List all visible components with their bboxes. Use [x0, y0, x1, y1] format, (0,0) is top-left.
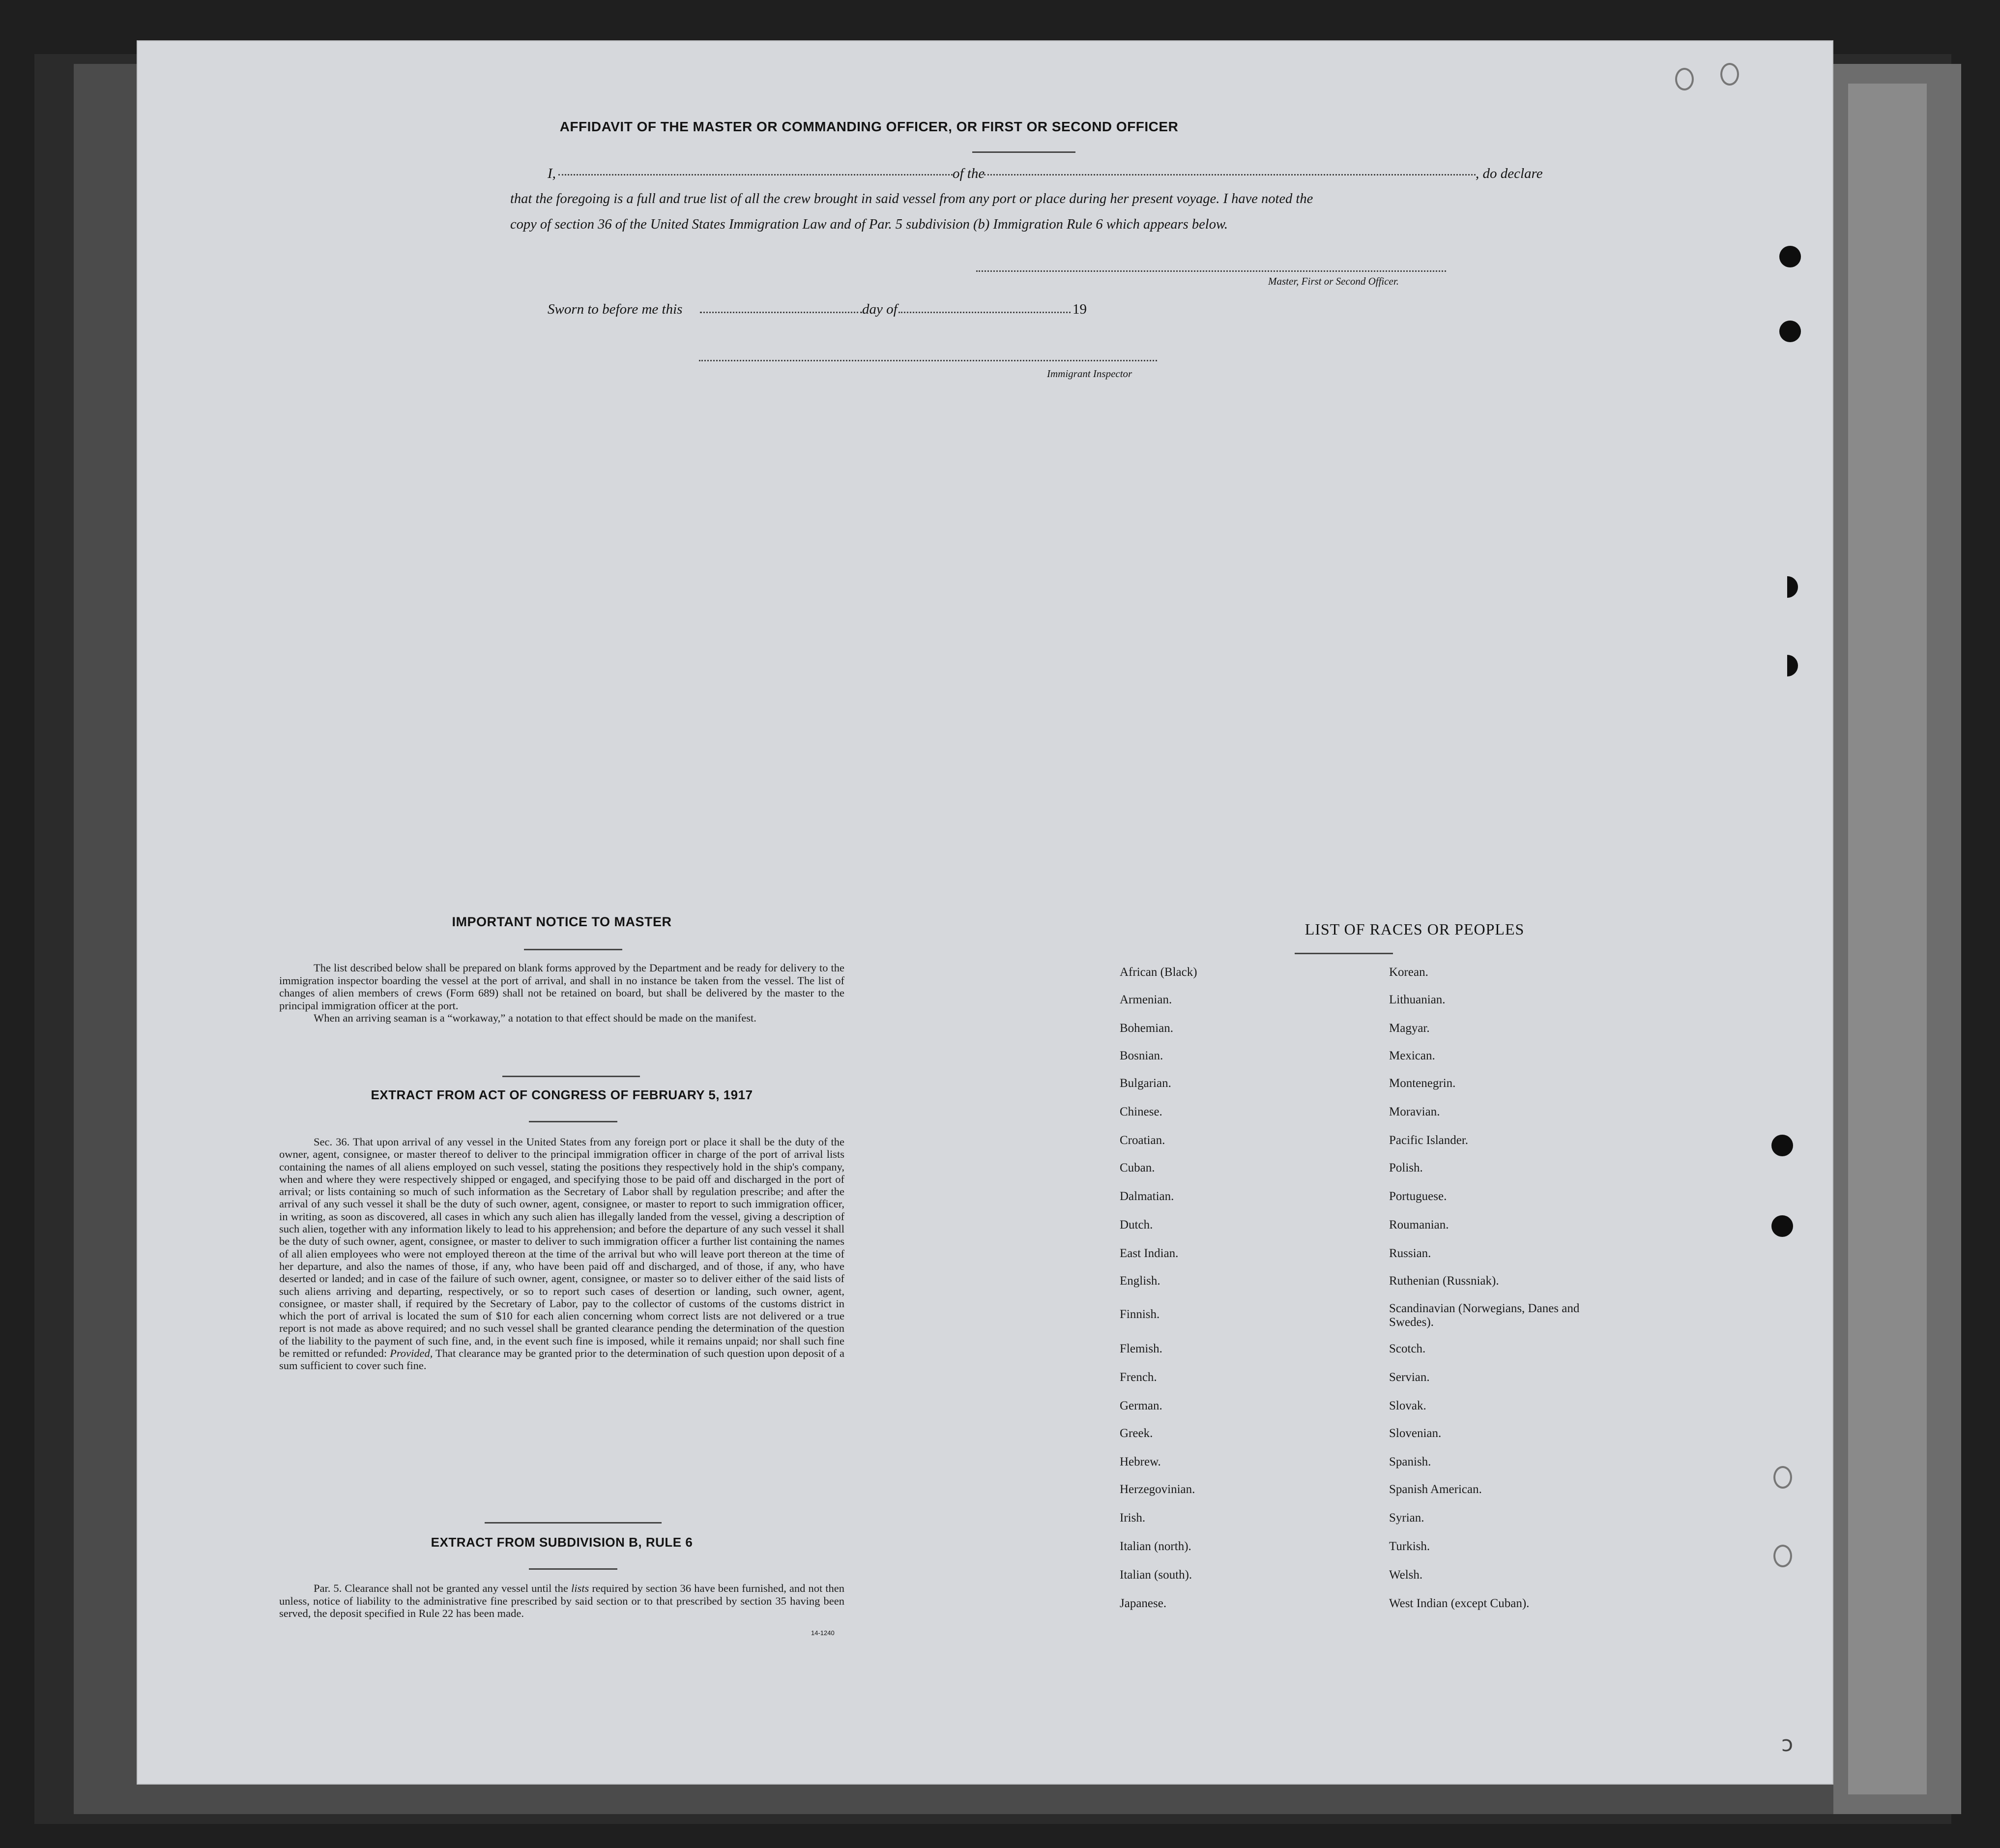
punch-hole	[1773, 1545, 1792, 1567]
rule-extract-rule	[529, 1568, 617, 1570]
race-left-item: English.	[1120, 1274, 1160, 1288]
notice-paragraph-2: When an arriving seaman is a “workaway,” a notation to that effect should be made on the manifest.	[314, 1012, 756, 1024]
notice-divider	[502, 1076, 640, 1077]
affidavit-line-2: that the foregoing is a full and true list of all the crew brought in said vessel from any port or place during her present voyage. I have noted the	[510, 191, 1313, 206]
punch-hole	[1776, 655, 1798, 676]
document-page	[137, 40, 1833, 1785]
punch-hole	[1779, 246, 1801, 267]
race-left-item: Chinese.	[1120, 1105, 1162, 1118]
punch-hole	[1720, 63, 1739, 86]
notice-title: IMPORTANT NOTICE TO MASTER	[452, 914, 672, 929]
form-number: 14-1240	[811, 1629, 835, 1637]
declarant-label: I,	[548, 166, 556, 181]
act-extract-body	[279, 1136, 844, 1372]
race-left-item: Dalmatian.	[1120, 1190, 1174, 1203]
rule-extract-title: EXTRACT FROM SUBDIVISION B, RULE 6	[431, 1535, 693, 1550]
master-signature-label: Master, First or Second Officer.	[1268, 275, 1399, 287]
race-left-item: Irish.	[1120, 1511, 1146, 1525]
rule-text-end: required by section 36 have been furnished, and not then unless, notice of liability to the administrative fine prescribed by said section or to that prescribed by section 35 having been served, the deposit specified in Rule 22 has been made.	[279, 1582, 845, 1619]
vessel-name-field[interactable]	[984, 174, 1476, 176]
rule-text-start: Par. 5. Clearance shall not be granted any vessel until the	[314, 1582, 568, 1594]
race-right-item: Turkish.	[1389, 1540, 1430, 1553]
race-left-item: Bulgarian.	[1120, 1077, 1171, 1090]
lists-word: lists	[571, 1582, 589, 1594]
act-extract-title: EXTRACT FROM ACT OF CONGRESS OF FEBRUARY 5, 1917	[371, 1087, 753, 1102]
race-right-item: Polish.	[1389, 1161, 1423, 1174]
master-signature-field[interactable]	[976, 270, 1446, 272]
race-left-item: Italian (south).	[1120, 1568, 1192, 1582]
race-right-item: Roumanian.	[1389, 1218, 1449, 1232]
race-right-item: Pacific Islander.	[1389, 1134, 1469, 1147]
inspector-label: Immigrant Inspector	[1047, 368, 1132, 380]
act-section-end: That clearance may be granted prior to the determination of such question upon deposit of a sum sufficient to cover such fine.	[279, 1347, 845, 1372]
race-right-item: Portuguese.	[1389, 1190, 1447, 1203]
race-right-item: Montenegrin.	[1389, 1077, 1456, 1090]
race-left-item: Italian (north).	[1120, 1540, 1191, 1553]
declarant-name-field[interactable]	[558, 174, 953, 176]
race-right-item: Spanish American.	[1389, 1483, 1482, 1496]
race-right-item: Slovenian.	[1389, 1427, 1442, 1440]
page-edge-inner	[1848, 84, 1927, 1794]
races-title: LIST OF RACES OR PEOPLES	[1304, 920, 1525, 938]
rule-extract-body	[279, 1582, 844, 1620]
race-right-item: Moravian.	[1389, 1105, 1440, 1118]
provided-word: Provided,	[390, 1347, 433, 1360]
notice-paragraph-1: The list described below shall be prepared on blank forms approved by the Department and be ready for delivery to the immigration inspector boarding the vessel at the port of arrival, and shall in no instance be taken from the vessel. The list of changes of alien members of crews (Form 689) shall not be retained on board, but shall be delivered by the master to the principal immigration officer at the port.	[279, 962, 844, 1012]
year-label: 19	[1072, 301, 1087, 317]
race-left-item: Croatian.	[1120, 1134, 1165, 1147]
race-right-item: Russian.	[1389, 1247, 1431, 1260]
punch-hole	[1771, 1215, 1793, 1237]
race-left-item: Dutch.	[1120, 1218, 1153, 1232]
race-right-item: Magyar.	[1389, 1022, 1430, 1035]
races-rule	[1295, 953, 1393, 954]
race-right-item: Syrian.	[1389, 1511, 1424, 1525]
race-left-item: German.	[1120, 1399, 1162, 1412]
corner-mark: ↄ	[1781, 1731, 1794, 1757]
declare-label: , do declare	[1476, 166, 1543, 181]
race-right-item: Scotch.	[1389, 1342, 1426, 1355]
race-right-item: Mexican.	[1389, 1049, 1435, 1062]
race-left-item: Japanese.	[1120, 1597, 1167, 1610]
race-right-item: Servian.	[1389, 1371, 1430, 1384]
punch-hole	[1771, 1135, 1793, 1156]
race-right-item: Ruthenian (Russniak).	[1389, 1274, 1499, 1288]
title-rule	[972, 151, 1075, 153]
race-right-item: Lithuanian.	[1389, 993, 1446, 1006]
race-left-item: Flemish.	[1120, 1342, 1162, 1355]
affidavit-line-3: copy of section 36 of the United States Immigration Law and of Par. 5 subdivision (b) Immigration Rule 6 which appears below.	[510, 217, 1228, 232]
act-section-text: Sec. 36. That upon arrival of any vessel in the United States from any foreign port or place it shall be the duty of the owner, agent, consignee, or master thereof to deliver to the principal immigration officer in charge of the port of arrival lists containing the names of all aliens employed on such vessel, stating the positions they respectively hold in the ship's company, when and where they were respectively shipped or engaged, and specifying those to be paid off and discharged in the port of arrival; or lists containing so much of such information as the Secretary of Labor shall by regulation prescribe; and after the arrival of any such vessel it shall be the duty of such owner, agent, consignee, or master to report to such immigration officer, in writing, as soon as discovered, all cases in which any such alien has illegally landed from the vessel, giving a description of such alien, together with any information likely to lead to his apprehension; and before the departure of any such vessel it shall be the duty of such owner, agent, consignee, or master to deliver to such immigration officer a further list containing the names of all alien employees who were not employed thereon at the time of the arrival but who will leave port thereon at the time of her departure, and also the names of those, if any, who have been paid off and discharged, and of those, if any, who have deserted or landed; and in case of the failure of such owner, agent, consignee, or master so to deliver either of the said lists of such aliens arriving and departing, respectively, or so to report such cases of desertion or landing, such owner, agent, consignee, or master shall, if required by the Secretary of Labor, pay to the collector of customs of the customs district in which the port of arrival is located the sum of $10 for each alien concerning whom correct lists are not delivered or a true report is not made as above required; and no such vessel shall be granted clearance pending the determination of the question of the liability to the payment of such fine, and, in the event such fine is imposed, while it remains unpaid; nor shall such fine be remitted or refunded:	[279, 1136, 844, 1360]
punch-hole	[1773, 1466, 1792, 1489]
race-left-item: Greek.	[1120, 1427, 1153, 1440]
notice-body	[279, 962, 844, 1025]
race-right-item: Korean.	[1389, 966, 1428, 979]
act-extract-rule	[529, 1121, 617, 1122]
notice-rule	[524, 949, 622, 950]
race-right-item: Spanish.	[1389, 1455, 1431, 1468]
of-the-label: of the	[953, 166, 985, 181]
punch-hole	[1779, 321, 1801, 342]
race-left-item: Finnish.	[1120, 1308, 1160, 1321]
affidavit-title: AFFIDAVIT OF THE MASTER OR COMMANDING OFFICER, OR FIRST OR SECOND OFFICER	[559, 119, 1179, 134]
day-of-label: day of	[862, 301, 898, 317]
sworn-day-field[interactable]	[700, 312, 862, 313]
race-right-item: Slovak.	[1389, 1399, 1426, 1412]
race-left-item: French.	[1120, 1371, 1157, 1384]
race-left-item: Hebrew.	[1120, 1455, 1161, 1468]
race-left-item: Herzegovinian.	[1120, 1483, 1195, 1496]
race-left-item: Bosnian.	[1120, 1049, 1163, 1062]
race-left-item: Cuban.	[1120, 1161, 1155, 1174]
race-left-item: Armenian.	[1120, 993, 1172, 1006]
race-left-item: East Indian.	[1120, 1247, 1179, 1260]
punch-hole	[1776, 576, 1798, 598]
inspector-signature-field[interactable]	[699, 360, 1157, 361]
race-right-item: Welsh.	[1389, 1568, 1423, 1582]
punch-hole	[1675, 68, 1694, 90]
race-right-item: Scandinavian (Norwegians, Danes and Swedes).	[1389, 1302, 1580, 1329]
race-left-item: Bohemian.	[1120, 1022, 1174, 1035]
sworn-month-field[interactable]	[899, 312, 1071, 313]
race-left-item: African (Black)	[1120, 966, 1197, 979]
sworn-label: Sworn to before me this	[548, 301, 683, 317]
act-extract-divider	[485, 1522, 662, 1524]
race-right-item: West Indian (except Cuban).	[1389, 1597, 1530, 1610]
